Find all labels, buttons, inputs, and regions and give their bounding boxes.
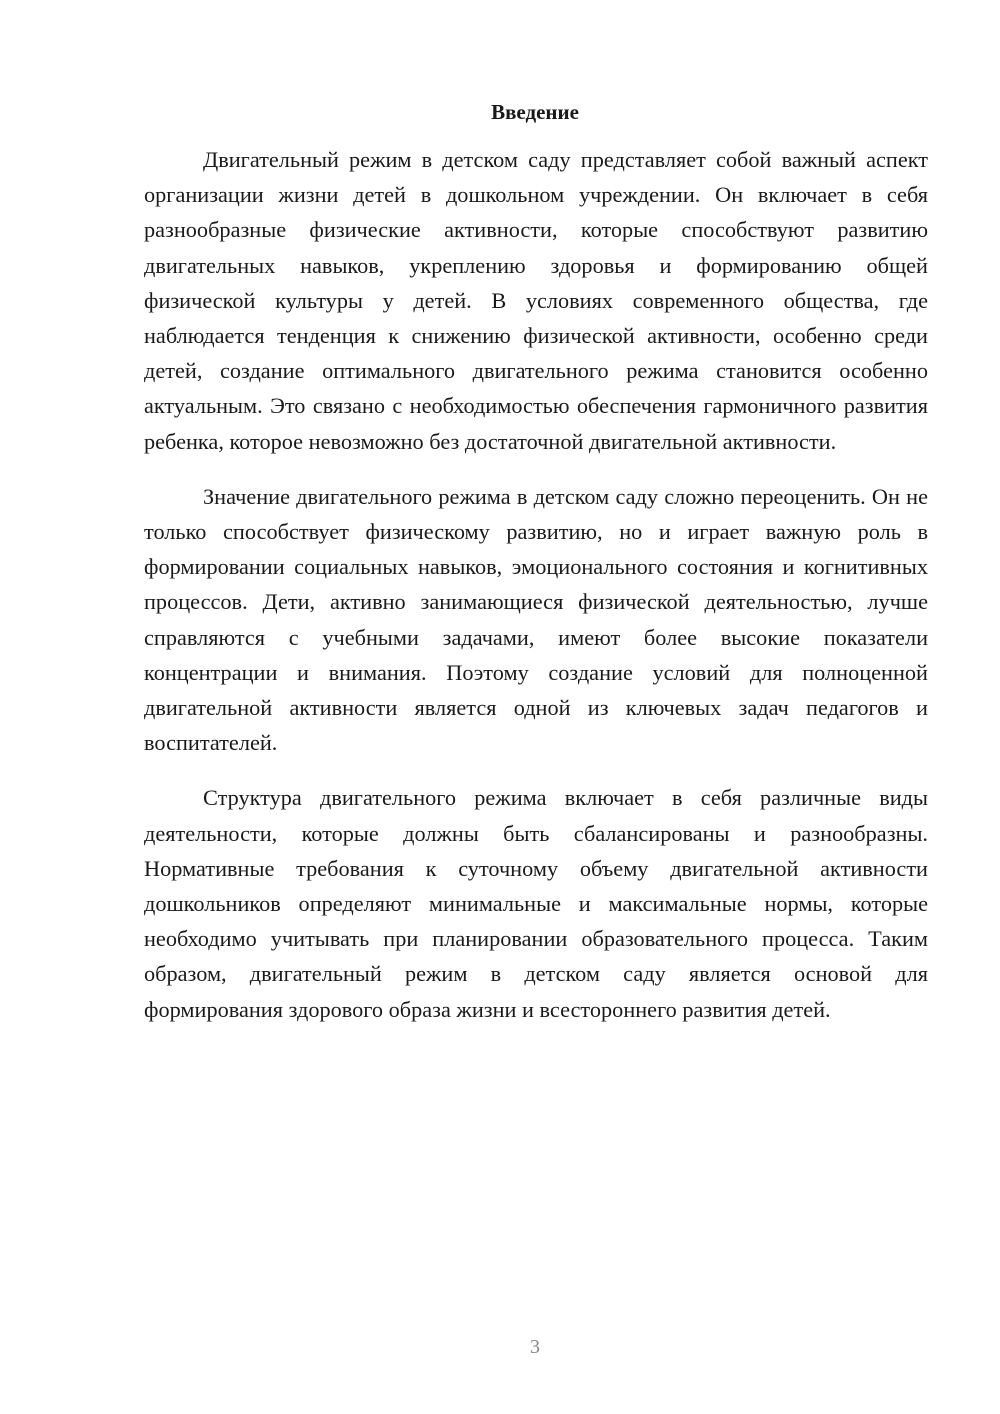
paragraph-3: Структура двигательного режима включает в себя различные виды деятельности, которые должны быть сбалансированы и разнообразны. Нормативные требования к суточному объему двигательной активности дошкольников определяют минимальные и максимальные нормы, которые необходимо учитывать при планировании образовательного процесса. Таким образом, двигательный режим в детском саду является основой для формирования здорового образа жизни и всестороннего развития детей. (144, 785, 928, 1022)
document-body (144, 142, 928, 1047)
paragraph-2: Значение двигательного режима в детском саду сложно переоценить. Он не только способствует физическому развитию, но и играет важную роль в формировании социальных навыков, эмоционального состояния и когнитивных процессов. Дети, активно занимающиеся физической деятельностью, лучше справляются с учебными задачами, имеют более высокие показатели концентрации и внимания. Поэтому создание условий для полноценной двигательной активности является одной из ключевых задач педагогов и воспитателей. (144, 483, 928, 756)
paragraph-1: Двигательный режим в детском саду представляет собой важный аспект организации жизни детей в дошкольном учреждении. Он включает в себя разнообразные физические активности, которые способствуют развитию двигательных навыков, укреплению здоровья и формированию общей физической культуры у детей. В условиях современного общества, где наблюдается тенденция к снижению физической активности, особенно среди детей, создание оптимального двигательного режима становится особенно актуальным. Это связано с необходимостью обеспечения гармоничного развития ребенка, которое невозможно без достаточной двигательной активности. (144, 147, 928, 454)
section-heading: Введение (491, 100, 579, 124)
page-number: 3 (530, 1336, 540, 1358)
